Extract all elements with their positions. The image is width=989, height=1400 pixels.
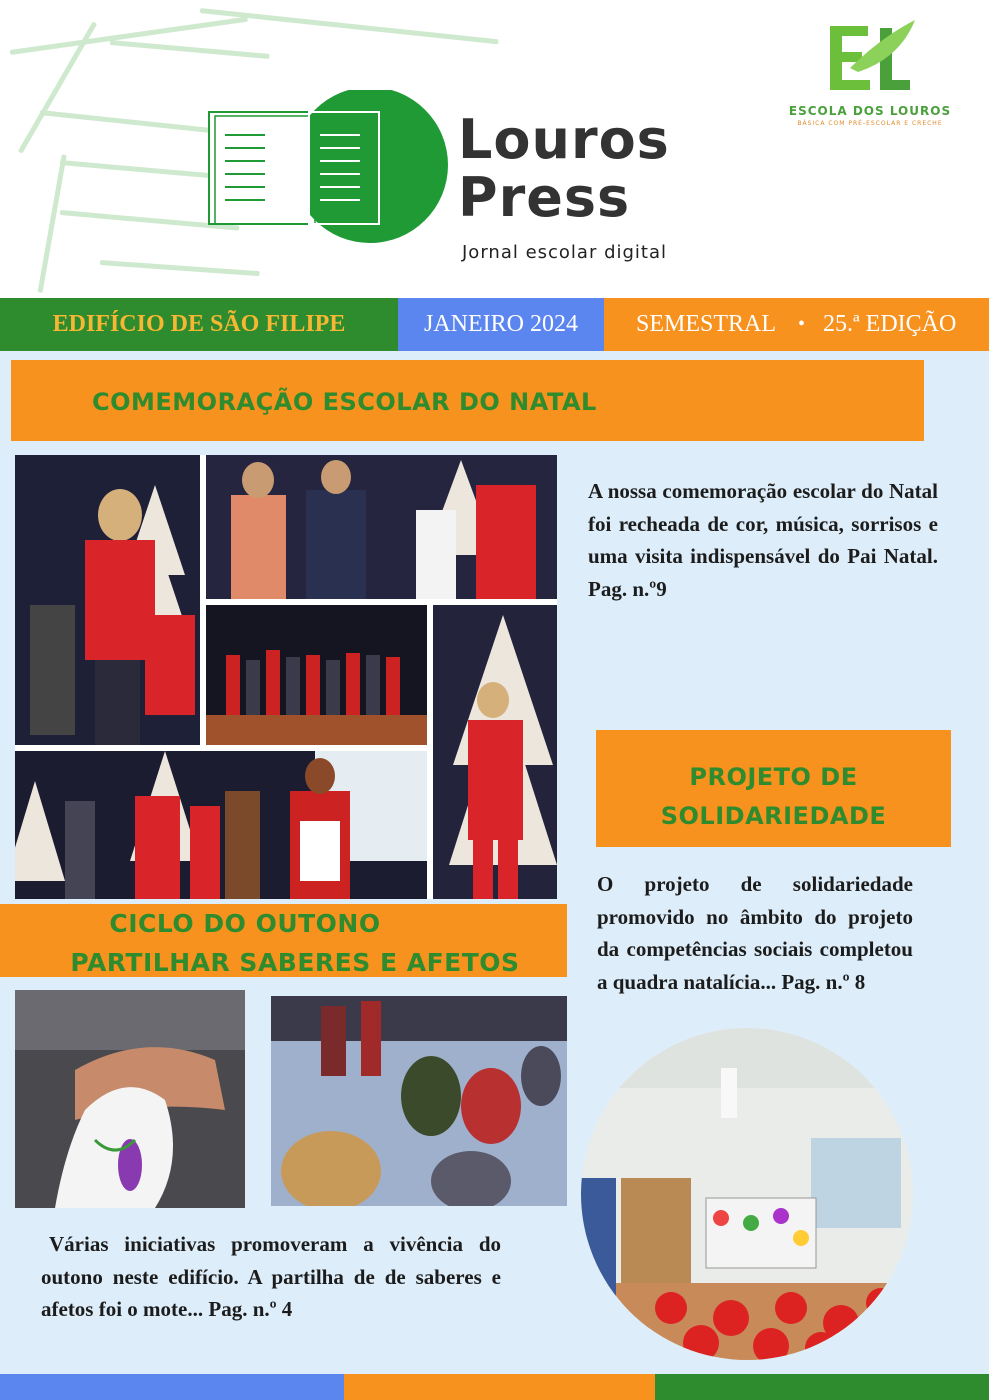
solidariedade-title-line1: PROJETO DE	[689, 763, 858, 791]
logo-subtitle: Jornal escolar digital	[462, 242, 668, 263]
outono-photo-1	[15, 990, 245, 1208]
natal-photo-5	[15, 751, 427, 899]
natal-article-text: A nossa comemoração escolar do Natal foi recheada de cor, música, sorrisos e uma visita indispensável do Pai Natal. Pag. n.º9	[588, 479, 938, 601]
footer-bar-green	[655, 1374, 989, 1400]
info-bar-edition	[604, 298, 989, 351]
outono-title-box	[0, 904, 567, 977]
solidariedade-title-line2: SOLIDARIEDADE	[660, 802, 887, 830]
natal-title: COMEMORAÇÃO ESCOLAR DO NATAL	[92, 388, 597, 416]
info-bar-building	[0, 298, 398, 351]
solidariedade-title-box	[596, 730, 951, 847]
frequency-label: SEMESTRAL	[636, 311, 777, 337]
outono-title	[0, 904, 590, 982]
edition-label: 25.ª EDIÇÃO	[823, 311, 957, 337]
separator-bullet: •	[798, 313, 806, 335]
natal-photo-collage	[15, 455, 557, 899]
outono-photo-2	[271, 996, 567, 1206]
outono-article-text: Várias iniciativas promoveram a vivência do outono neste edifício. A partilha de de saberes e afetos foi o mote... Pag. n.º 4	[41, 1232, 501, 1321]
school-name: ESCOLA DOS LOUROS	[788, 104, 952, 118]
natal-photo-2	[206, 455, 557, 599]
newspaper-logo-icon	[205, 90, 455, 250]
footer-bar-blue	[0, 1374, 344, 1400]
natal-photo-4	[433, 605, 557, 899]
logo-title-louros: Louros	[458, 108, 670, 171]
natal-photo-3	[206, 605, 427, 745]
school-subtitle: BÁSICA COM PRÉ-ESCOLAR E CRECHE	[797, 120, 943, 127]
school-logo-icon	[810, 18, 920, 98]
building-label: EDIFÍCIO DE SÃO FILIPE	[52, 311, 346, 337]
solidariedade-article-text: O projeto de solidariedade promovido no âmbito do projeto da competências sociais completou a quadra natalícia... Pag. n.º 8	[597, 872, 913, 994]
info-bar-date	[398, 298, 604, 351]
natal-title-box	[11, 360, 924, 441]
natal-photo-1	[15, 455, 200, 745]
logo-title-press: Press	[458, 166, 631, 229]
masthead	[0, 0, 989, 298]
solidariedade-title	[596, 758, 951, 836]
outono-title-line2: PARTILHAR SABERES E AFETOS	[70, 948, 520, 977]
date-label: JANEIRO 2024	[424, 311, 578, 337]
footer-bar-orange	[344, 1374, 655, 1400]
outono-title-line1: CICLO DO OUTONO	[109, 909, 381, 938]
solidariedade-photo	[581, 1028, 913, 1360]
